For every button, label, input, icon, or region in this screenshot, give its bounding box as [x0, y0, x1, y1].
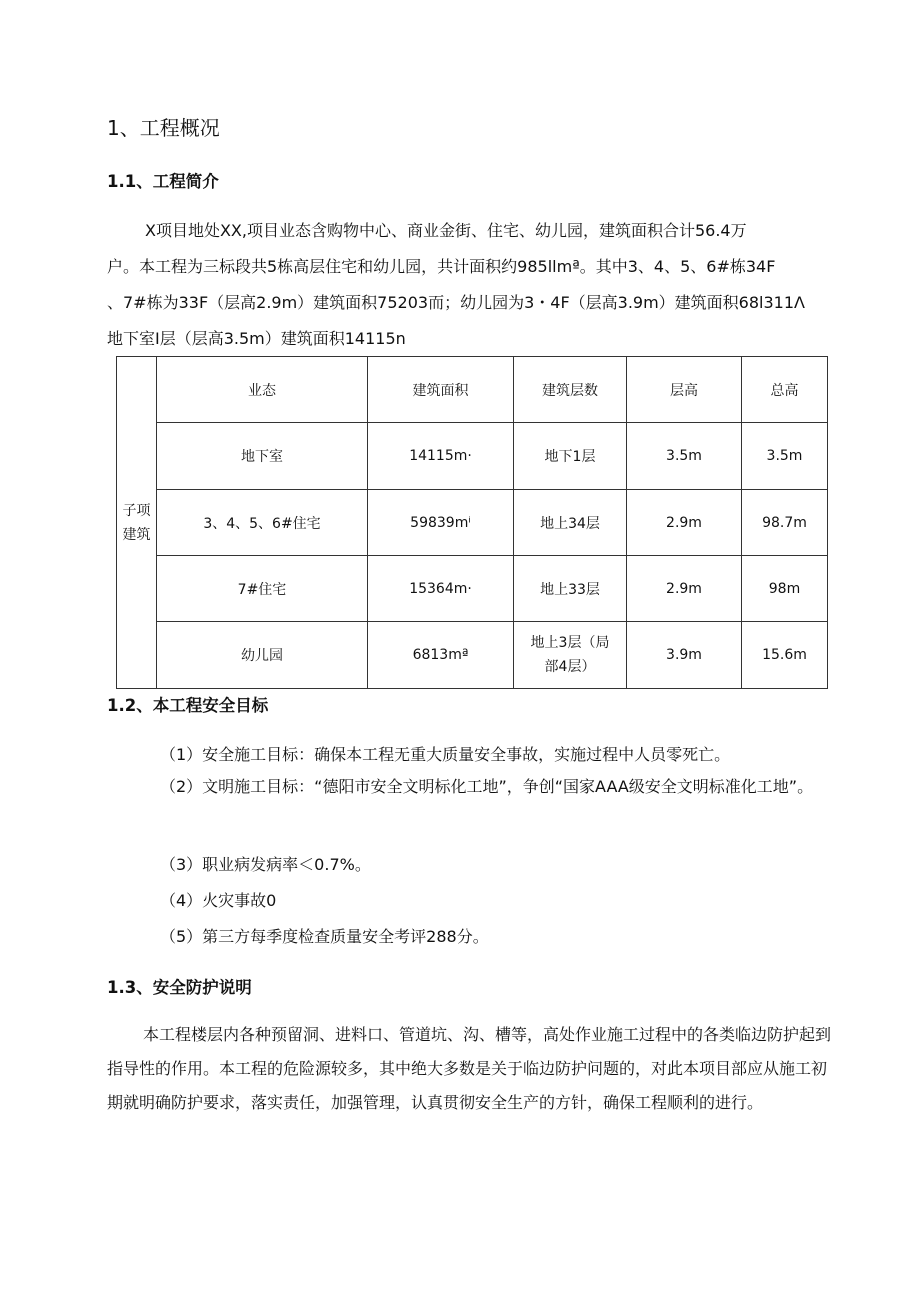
- section-1-3-heading: 1.3、安全防护说明: [107, 978, 252, 997]
- header-cell: 业态: [157, 357, 368, 423]
- header-cell: 建筑层数: [514, 357, 627, 423]
- header-cell: 总高: [742, 357, 828, 423]
- section-1-2-heading: 1.2、本工程安全目标: [107, 696, 269, 715]
- goal-item: （5）第三方每季度检查质量安全考评288分。: [160, 927, 489, 946]
- group-label-cell: 子项 建筑: [117, 357, 157, 689]
- table-cell: 地下1层: [514, 423, 627, 490]
- table-cell: 地上3层（局部4层）: [514, 622, 627, 689]
- table-cell: 6813mª: [368, 622, 514, 689]
- table-cell: 15.6m: [742, 622, 828, 689]
- table-cell: 3.9m: [627, 622, 742, 689]
- table-cell: 3、4、5、6#住宅: [157, 490, 368, 556]
- goal-item: （2）文明施工目标：“德阳市安全文明标化工地”，争创“国家AAA级安全文明标准化工地”。: [160, 777, 814, 796]
- header-cell: 建筑面积: [368, 357, 514, 423]
- goal-item: （1）安全施工目标：确保本工程无重大质量安全事故，实施过程中人员零死亡。: [160, 745, 731, 764]
- table-cell: 2.9m: [627, 556, 742, 622]
- table-cell: 幼儿园: [157, 622, 368, 689]
- table-cell: 98.7m: [742, 490, 828, 556]
- table-cell: 地上33层: [514, 556, 627, 622]
- table-header-row: [117, 357, 828, 423]
- intro-line-4: 地下室I层（层高3.5m）建筑面积14115n: [107, 329, 406, 348]
- table-cell: 15364m·: [368, 556, 514, 622]
- building-table: [116, 356, 828, 689]
- table-cell: 地下室: [157, 423, 368, 490]
- protection-paragraph: 本工程楼层内各种预留洞、进料口、管道坑、沟、槽等，高处作业施工过程中的各类临边防护起到指导性的作用。本工程的危险源较多，其中绝大多数是关于临边防护问题的，对此本项目部应从施工初期就明确防护要求，落实责任，加强管理，认真贯彻安全生产的方针，确保工程顺利的进行。: [107, 1025, 832, 1112]
- table-cell: 3.5m: [627, 423, 742, 490]
- goal-item: （4）火灾事故0: [160, 891, 277, 910]
- intro-line-3: 、7#栋为33F（层高2.9m）建筑面积75203而；幼儿园为3・4F（层高3.9m）建筑面积68l311Λ: [107, 293, 805, 312]
- table-row: [117, 622, 828, 689]
- intro-line-2: 户。本工程为三标段共5栋高层住宅和幼儿园，共计面积约985llmª。其中3、4、5、6#栋34F: [107, 257, 776, 276]
- section-1-heading: 1、工程概况: [107, 116, 220, 140]
- table-cell: 98m: [742, 556, 828, 622]
- table-cell: 14115m·: [368, 423, 514, 490]
- table-cell: 59839mⁱ: [368, 490, 514, 556]
- section-1-1-heading: 1.1、工程简介: [107, 172, 219, 191]
- header-cell: 层高: [627, 357, 742, 423]
- table-cell: 2.9m: [627, 490, 742, 556]
- table-cell: 3.5m: [742, 423, 828, 490]
- table-cell: 7#住宅: [157, 556, 368, 622]
- table-cell: 地上34层: [514, 490, 627, 556]
- table-row: [117, 423, 828, 490]
- table-row: [117, 556, 828, 622]
- table-row: [117, 490, 828, 556]
- goal-item: （3）职业病发病率＜0.7%。: [160, 855, 371, 874]
- intro-line-1: X项目地处XX,项目业态含购物中心、商业金街、住宅、幼儿园，建筑面积合计56.4万: [145, 221, 747, 240]
